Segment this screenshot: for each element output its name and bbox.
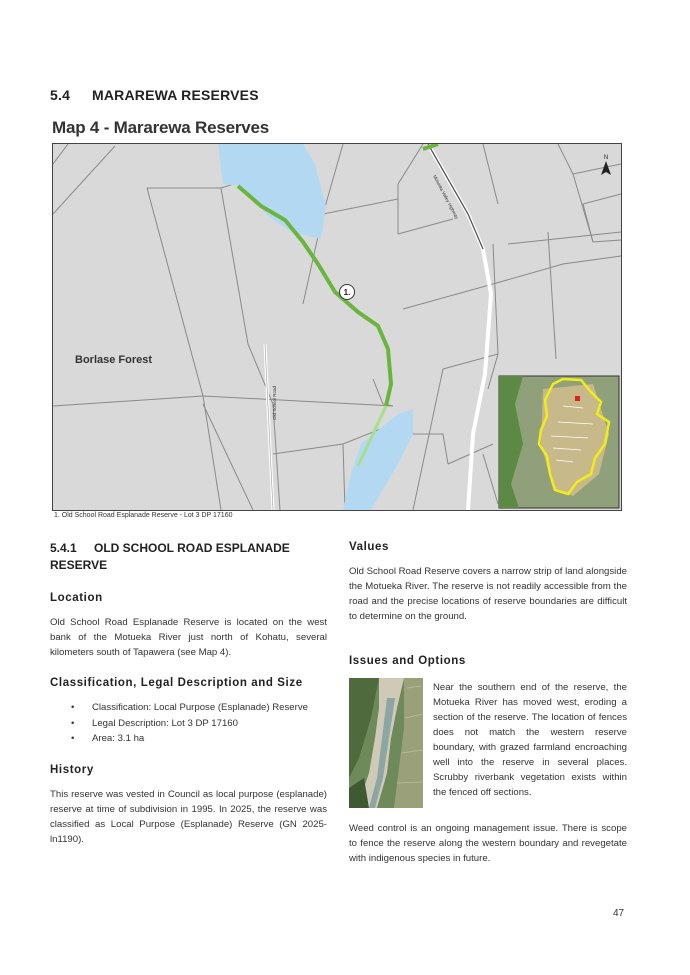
- inset-map: [499, 376, 619, 508]
- list-item: • Legal Description: Lot 3 DP 17160: [71, 716, 341, 732]
- road-label: Old School Road: [272, 385, 277, 420]
- section-number: 5.4: [50, 87, 71, 103]
- classification-list: [71, 700, 341, 747]
- map: [52, 143, 622, 511]
- page-number: 47: [613, 908, 625, 919]
- map-caption: 1. Old School Road Esplanade Reserve - Lot 3 DP 17160: [54, 512, 233, 519]
- values-text: Old School Road Reserve covers a narrow strip of land alongside the Motueka River. The reserve is not readily accessible from the road and the precise locations of reserve boundaries are difficult to determine on the ground.: [349, 566, 627, 622]
- issues-text-2: Weed control is an ongoing management issue. There is scope to fence the reserve along the western boundary and revegetate with indigenous species in future.: [349, 823, 627, 864]
- history-heading: History: [50, 764, 94, 776]
- section-heading: [50, 87, 259, 103]
- map-graphic: [53, 144, 621, 510]
- map-title: Map 4 - Mararewa Reserves: [52, 118, 270, 137]
- aerial-photo: [349, 678, 423, 808]
- history-text: This reserve was vested in Council as local purpose (esplanade) reserve at time of subdivision in 1995. In 2025, the reserve was classified as Local Purpose (Esplanade) Reserve (GN 2025-ln1190).: [50, 789, 327, 845]
- reserve-number: 5.4.1: [50, 541, 77, 555]
- list-item: • Area: 3.1 ha: [71, 731, 341, 747]
- highway-label: Motueka Valley Highway: [432, 174, 460, 220]
- section-title: MARAREWA RESERVES: [92, 87, 259, 103]
- location-heading: Location: [50, 592, 103, 604]
- location-text: Old School Road Esplanade Reserve is located on the west bank of the Motueka River just north of Kohatu, several kilometers south of Tapawera (see Map 4).: [50, 617, 327, 658]
- marker-label: 1.: [343, 288, 351, 297]
- reserve-heading: [50, 540, 322, 574]
- aerial-photo-graphic: [349, 678, 423, 808]
- issues-heading: Issues and Options: [349, 655, 466, 667]
- issues-text-1: Near the southern end of the reserve, the Motueka River has moved west, eroding a section of the reserve. The location of fences does not match the western reserve boundary, with grazed farmland encroaching well into the reserve in several places. Scrubby riverbank vegetation exists within the fenced off sections.: [433, 682, 627, 798]
- list-item: • Classification: Local Purpose (Esplanade) Reserve: [71, 700, 341, 716]
- classification-heading: Classification, Legal Description and Size: [50, 677, 303, 689]
- north-label: N: [603, 155, 609, 161]
- values-heading: Values: [349, 541, 390, 553]
- reserve-title: OLD SCHOOL ROAD ESPLANADE RESERVE: [50, 541, 290, 572]
- forest-label: Borlase Forest: [75, 354, 153, 366]
